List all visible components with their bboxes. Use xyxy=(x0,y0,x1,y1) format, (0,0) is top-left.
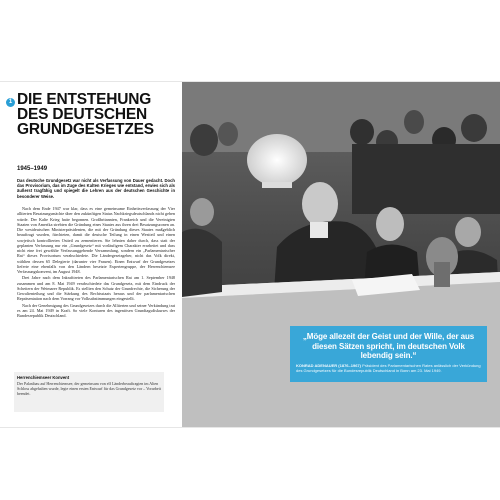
left-page xyxy=(0,82,178,427)
title-line-1: DIE ENTSTEHUNG xyxy=(17,91,152,108)
quote-author-name: KONRAD ADENAUER (1876–1967) xyxy=(296,362,361,368)
body-paragraph-3: Nach der Genehmigung des Grundgesetzes durch die Alliierten und seiner Verkündung trat es am 24. Mai 1949 in Kraft. So viele Konturen des ingeniösen Grundtagsdiskurses der Bundesrepublik Deutschland. xyxy=(17,302,175,318)
chapter-badge: 1 xyxy=(6,98,15,107)
book-spread xyxy=(0,82,500,427)
sidebar-title: Herrenchiemseer Konvent xyxy=(17,375,70,380)
body-paragraph-1: Nach dem Ende 1947 war klar, dass es eine gemeinsame Einheitsverfassung der Vier alliierten Besatzungsmächte über den zukünftigen Status Nachkriegsdeutschlands nicht geben würde. Der Kalte Krieg hatte begonnen. Großbritannien, Frankreich und die Vereinigten Staaten von Amerika strebten die Gründung eines Staates aus ihren drei Besatzungszonen an. Die westdeutschen Ministerpräsidenten, die mit der Gründung dieses Staates maßgeblich beauftragt wurden, fürchteten, damit die deutsche Teilung in einen Westteil und einen sowjetisch kontrollierten Ostteil zu zementieren. Sie lehnten daher durch, dass statt der geplanten Verfassung nur ein „Grundgesetz“ mit vorläufigem Charakter erarbeitet und dass nicht eine frei gewählte Verfassunggebende Versammlung, sondern ein „Parlamentarischer Rat“ dieses Provisorium verabschiedete. Die Ländergesetzgeber, nicht das Volk direkt, wählten dessen 65 Delegierte (darunter vier Frauen). Einen Entwurf der Grundgesetzes lieferte eine ebenfalls von den Ländern besetzte Expertengruppe, der Herrenchiemsee Verfassungskonvent, im August 1948. xyxy=(17,206,175,274)
quote-author-desc: Präsident des Parlamentarischen Rates anlässlich der Verkündung des Grundgesetzes für die Bundesrepublik Deutschland in Bonn am 23. Mai 1949. xyxy=(296,362,481,373)
body-text xyxy=(17,206,175,319)
date-range: 1945–1949 xyxy=(17,166,48,172)
title-line-3: GRUNDGESETZES xyxy=(17,121,154,138)
body-paragraph-2: Drei Jahre nach dem Inkrafttreten des Parlamentarischen Rat am 1. September 1948 zusammen und am 8. Mai 1949 verabschiedete das Grundgesetz, mit dem Eindruck der Scheitern der Weimarer Republik. Es stellten den Schutz der Grundrechte, die Sicherung der Gewaltenteilung und die Stärkung des Rechtsstaats heraus und der parlamentarischen Repräsentation nach dem Vorrang vor Volksabstimmungen eingestellt. xyxy=(17,275,175,302)
sidebar-text: Der Palastbau auf Herrenchiemsee, der gemeinsam von elf Länderbeauftragten im Alten Schloss abgehalten wurde, legte einen ersten Entwurf für das Grundgesetz vor – Vorarbeit beendet. xyxy=(17,381,161,396)
quote-text: „Möge allezeit der Geist und der Wille, der aus diesen Sätzen spricht, im deutschen Volk lebendig sein.“ xyxy=(302,332,475,361)
page-title xyxy=(17,92,177,137)
quote-box xyxy=(290,326,487,382)
lead-paragraph: Das deutsche Grundgesetz war nicht als Verfassung von Dauer gedacht. Doch das Provisorium, das im Zuge des Kalten Krieges wie entstand, erwies sich als äußerst tragfähig und spiegelt die Lehren aus der deutschen Geschichte in besonderer Weise. xyxy=(17,178,175,199)
quote-author xyxy=(296,363,481,373)
title-line-2: DES DEUTSCHEN xyxy=(17,106,148,123)
